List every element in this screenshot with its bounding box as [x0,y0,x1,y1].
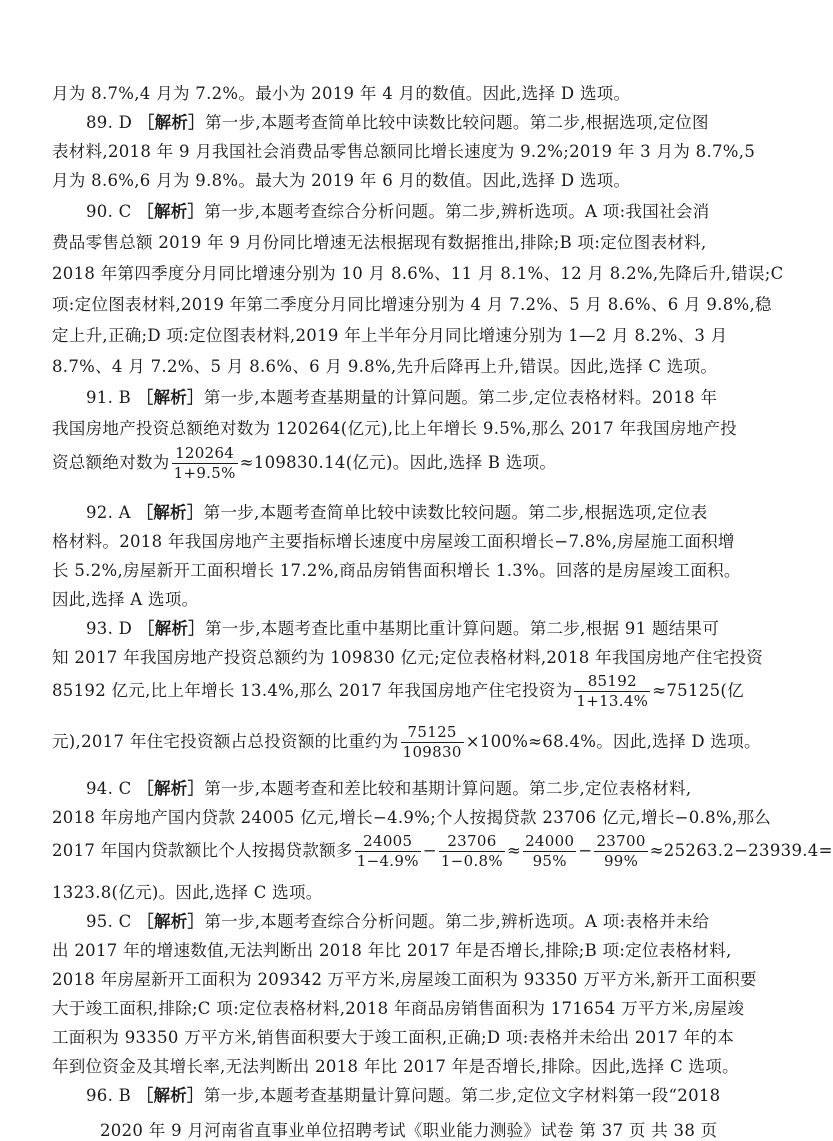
fraction-numerator: 24005 [355,833,421,852]
text-span: ×100%≈68.4%。因此,选择 D 选项。 [465,732,761,751]
operator: − [422,841,437,860]
text-line: 项:定位图表材料,2019 年第二季度分月同比增速分别为 4 月 7.2%、5 月 8.6%、6 月 9.8%,稳 [52,295,772,314]
fraction-numerator: 23706 [439,833,505,852]
analysis-tag: ［解析］ [137,113,205,132]
text-span: 第一步,本题考查简单比较中读数比较问题。第二步,根据选项,定位表 [203,503,708,522]
text-line: 月为 8.7%,4 月为 7.2%。最小为 2019 年 4 月的数值。因此,选择 D 选项。 [52,84,631,103]
text-line: 工面积为 93350 万平方米,销售面积要大于竣工面积,正确;D 项:表格并未给出 2017 年的本 [52,1028,735,1047]
text-line: 费品零售总额 2019 年 9 月份同比增速无法根据现有数据推出,排除;B 项:定位图表材料, [52,233,707,252]
text-span: 第一步,本题考查基期量的计算问题。第二步,定位表格材料。2018 年 [203,388,718,407]
fraction-denominator: 95% [532,852,567,870]
analysis-tag: ［解析］ [137,779,205,798]
analysis-tag: ［解析］ [136,388,204,407]
text-line: 定上升,正确;D 项:定位图表材料,2019 年上半年分月同比增速分别为 1—2 月 8.2%、3 月 [52,326,728,345]
analysis-tag: ［解析］ [137,619,205,638]
operator: − [578,841,593,860]
answer-92-line [86,503,786,523]
answer-91-line [86,388,786,408]
analysis-tag: ［解析］ [137,202,205,221]
text-span: 第一步,本题考查和差比较和基期计算问题。第二步,定位表格材料, [204,779,692,798]
fraction [523,833,576,870]
text-span: 85192 亿元,比上年增长 13.4%,那么 2017 年我国房地产住宅投资为 [52,681,573,700]
fraction [401,724,464,761]
text-line: 出 2017 年的增速数值,无法判断出 2018 年比 2017 年是否增长,排除;B 项:定位表格材料, [52,941,732,960]
answer-93-line [86,619,786,639]
analysis-tag: ［解析］ [136,503,204,522]
text-line: 知 2017 年我国房地产投资总额约为 109830 亿元;定位表格材料,2018 年我国房地产住宅投资 [52,648,764,667]
text-line: 表材料,2018 年 9 月我国社会消费品零售总额同比增长速度为 9.2%;2019 年 3 月为 8.7%,5 [52,142,756,161]
fraction [172,445,238,482]
text-line: 格材料。2018 年我国房地产主要指标增长速度中房屋竣工面积增长−7.8%,房屋施工面积增 [52,532,735,551]
text-span: ≈25263.2−23939.4= [649,841,833,860]
question-number: 92. A [86,503,137,522]
fraction-numerator: 23700 [596,832,646,850]
fraction-denominator: 1−0.8% [440,852,503,870]
fraction-numerator: 24000 [525,832,575,850]
text-span: 第一步,本题考查综合分析问题。第二步,辨析选项。A 项:表格并未给 [204,912,710,931]
text-line: 大于竣工面积,排除;C 项:定位表格材料,2018 年商品房销售面积为 171654 万平方米,房屋竣 [52,999,745,1018]
text-span: 第一步,本题考查基期量计算问题。第二步,定位文字材料第一段“2018 [203,1086,721,1105]
fraction [574,673,650,710]
text-line: 月为 8.6%,6 月为 9.8%。最大为 2019 年 6 月的数值。因此,选择 D 选项。 [52,171,631,190]
question-number: 96. B [86,1086,137,1105]
text-span: 第一步,本题考查综合分析问题。第二步,辨析选项。A 项:我国社会消 [204,202,710,221]
fraction-denominator: 99% [603,852,639,870]
fraction-denominator: 109830 [402,743,462,761]
text-line: 我国房地产投资总额绝对数为 120264(亿元),比上年增长 9.5%,那么 2017 年我国房地产投 [52,419,738,438]
text-span: ≈109830.14(亿元)。因此,选择 B 选项。 [239,453,557,472]
text-span: 2017 年国内贷款额比个人按揭贷款额多 [52,841,353,860]
fraction-denominator: 1+9.5% [173,464,236,482]
formula-line [52,444,752,482]
question-number: 90. C [86,202,138,221]
question-number: 95. C [86,912,138,931]
text-span: 第一步,本题考查简单比较中读数比较问题。第二步,根据选项,定位图 [204,113,709,132]
answer-94-line [86,779,786,799]
formula-line [52,723,761,761]
text-line: 年到位资金及其增长率,无法判断出 2018 年比 2017 年是否增长,排除。因此,选择 C 选项。 [52,1057,739,1076]
formula-line [52,672,752,710]
fraction [355,833,421,870]
text-line: 因此,选择 A 选项。 [52,590,199,609]
text-span: 资总额绝对数为 [52,453,170,472]
text-line: 2018 年房地产国内贷款 24005 亿元,增长−4.9%;个人按揭贷款 23706 亿元,增长−0.8%,那么 [52,808,772,827]
fraction-denominator: 1−4.9% [356,852,419,870]
page-footer: 2020 年 9 月河南省直事业单位招聘考试《职业能力测验》试卷 第 37 页 共 38 页 [100,1121,718,1140]
text-span: 元),2017 年住宅投资额占总投资额的比重约为 [52,732,399,751]
text-line: 1323.8(亿元)。因此,选择 C 选项。 [52,883,323,902]
operator: ≈ [506,841,522,860]
answer-95-line [86,912,786,932]
text-span: ≈75125(亿 [652,681,744,700]
fraction-numerator: 120264 [172,445,238,464]
fraction-numerator: 75125 [401,724,464,743]
text-line: 2018 年第四季度分月同比增速分别为 10 月 8.6%、11 月 8.1%、12 月 8.2%,先降后升,错误;C [52,264,784,283]
text-span: 第一步,本题考查比重中基期比重计算问题。第二步,根据 91 题结果可 [204,619,720,638]
question-number: 94. C [86,779,138,798]
text-line: 长 5.2%,房屋新开工面积增长 17.2%,商品房销售面积增长 1.3%。回落的是房屋竣工面积。 [52,561,741,580]
analysis-tag: ［解析］ [137,912,205,931]
fraction [594,833,647,870]
answer-89-line [86,113,786,133]
text-line: 8.7%、4 月 7.2%、5 月 8.6%、6 月 9.8%,先升后降再上升,错误。因此,选择 C 选项。 [52,357,718,376]
answer-90-line [86,202,786,222]
fraction-numerator: 85192 [574,673,650,692]
fraction [439,833,505,870]
fraction-denominator: 1+13.4% [576,692,649,710]
analysis-tag: ［解析］ [136,1086,204,1105]
question-number: 89. D [86,113,138,132]
question-number: 93. D [86,619,138,638]
question-number: 91. B [86,388,137,407]
formula-line [52,832,833,870]
answer-96-line [86,1086,786,1106]
text-line: 2018 年房屋新开工面积为 209342 万平方米,房屋竣工面积为 93350 万平方米,新开工面积要 [52,970,757,989]
